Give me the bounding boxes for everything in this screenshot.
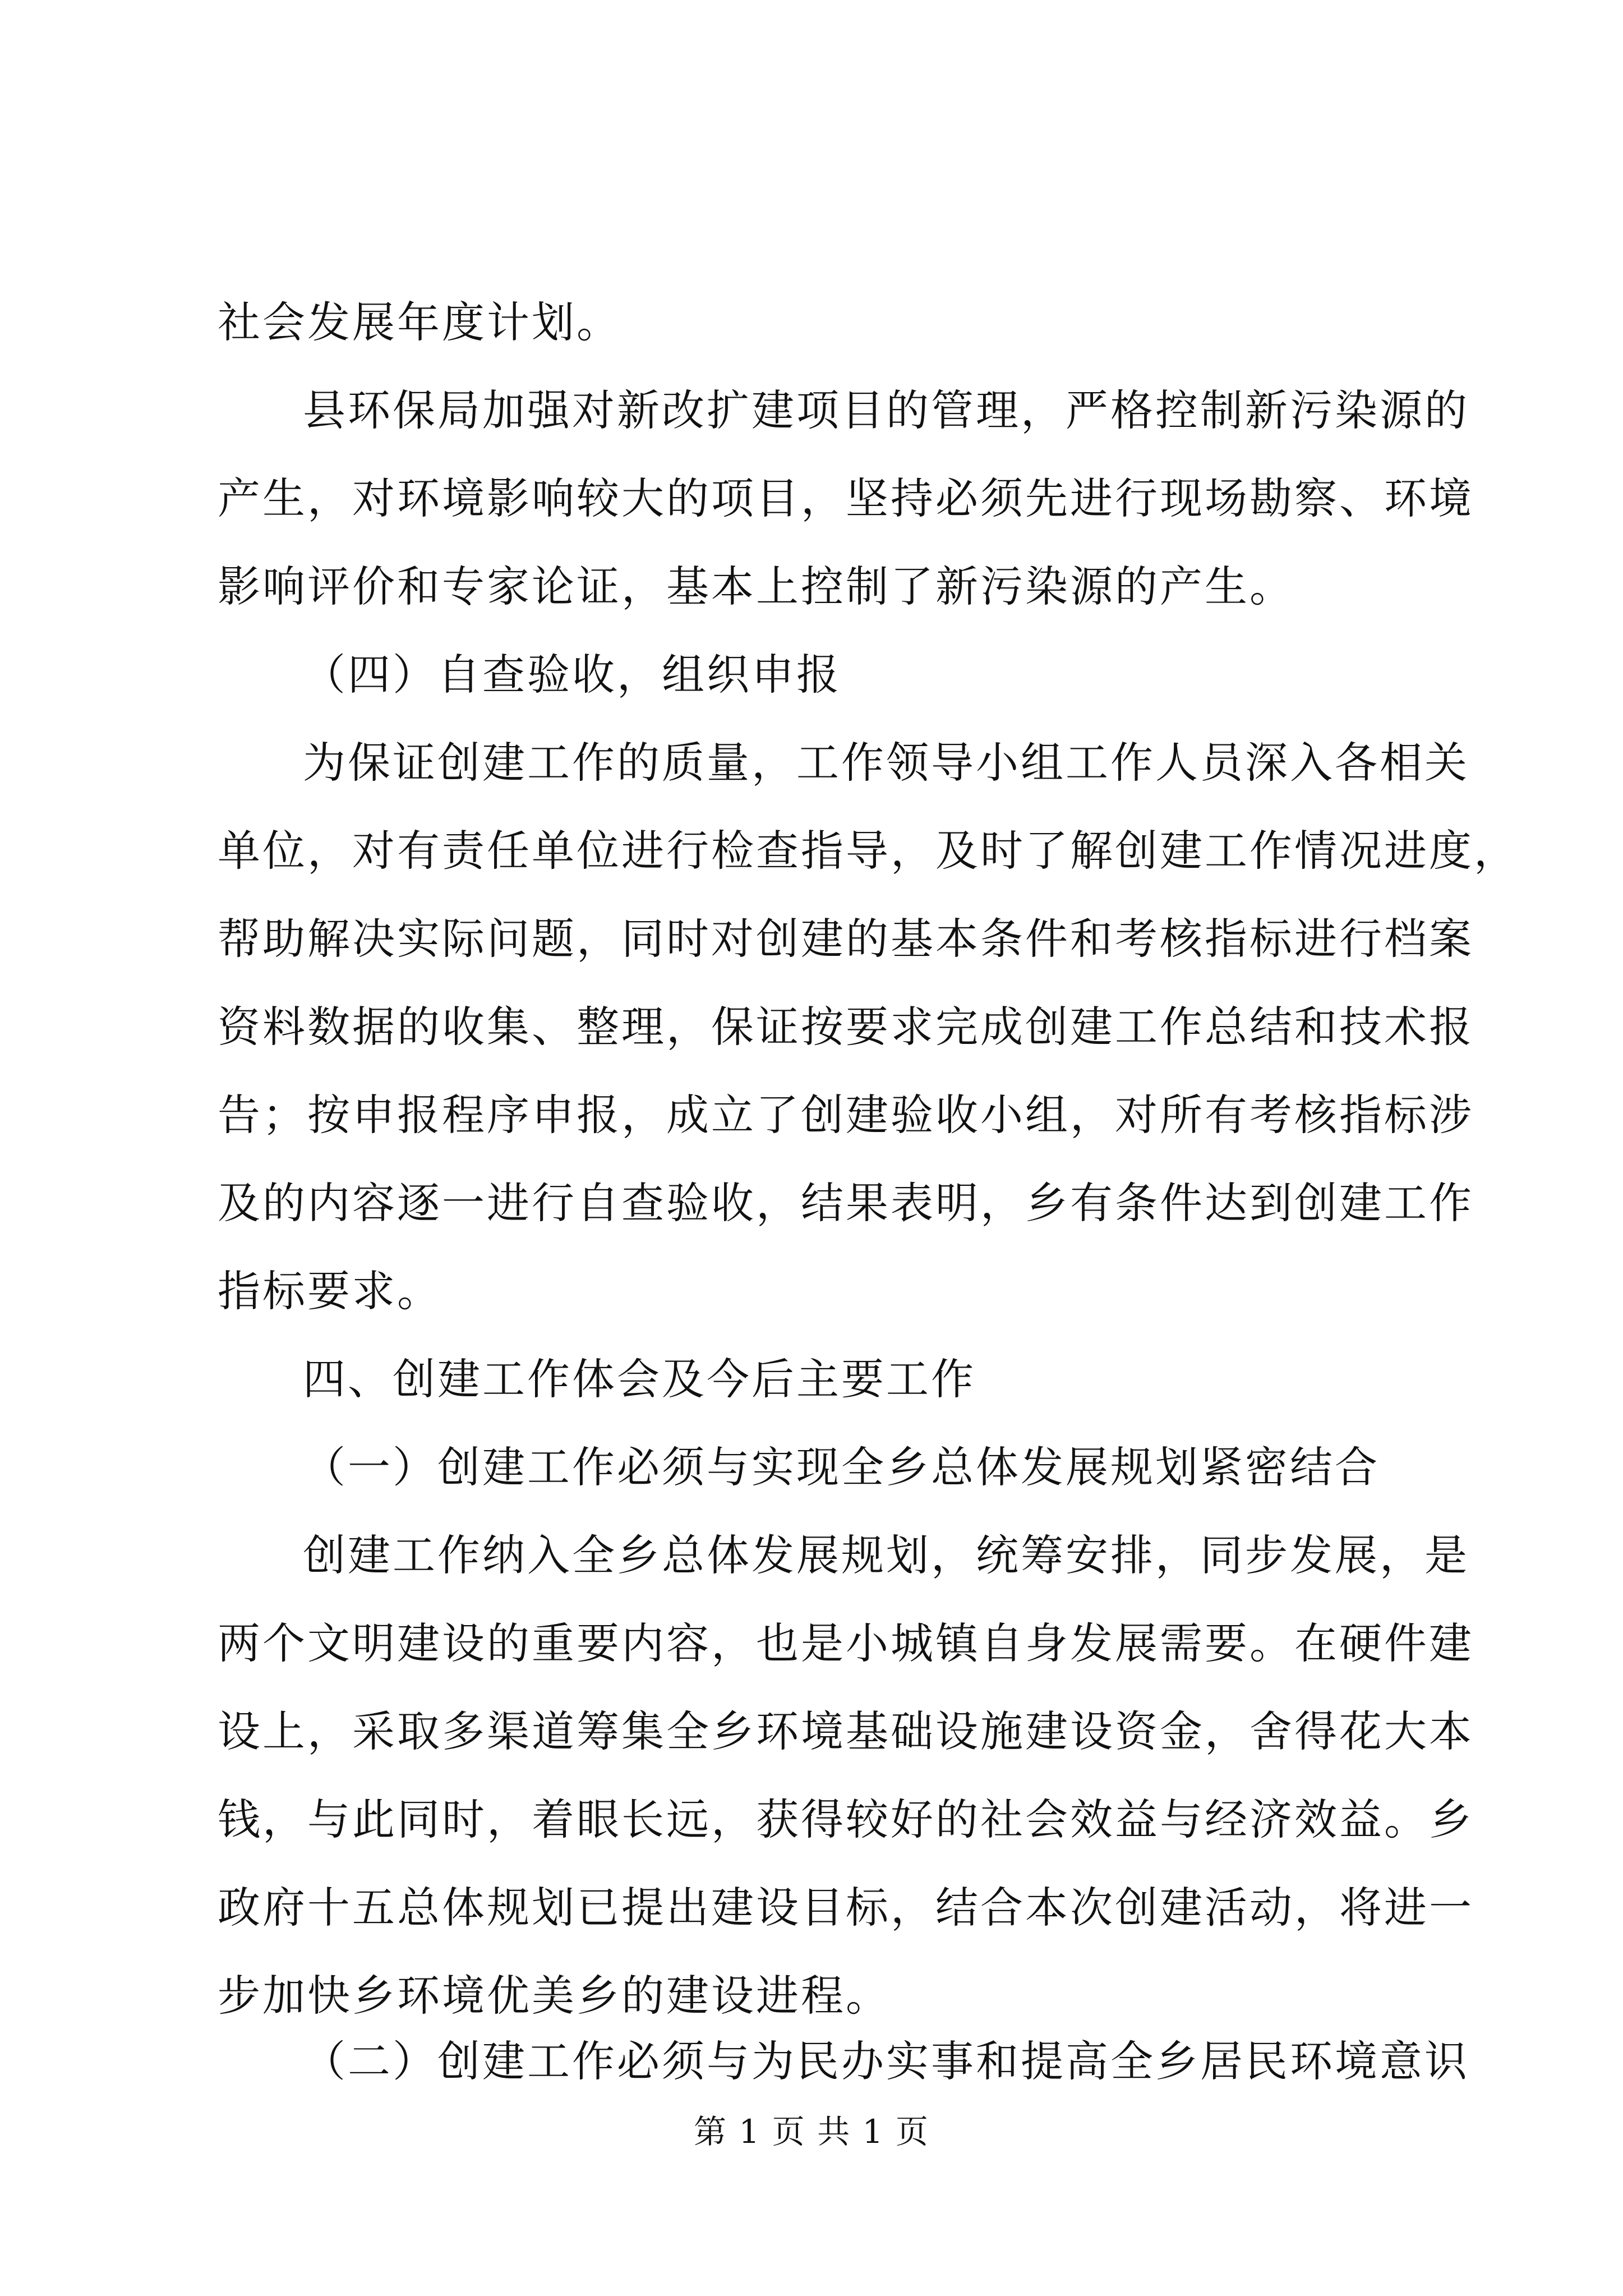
text-line: 资料数据的收集、整理，保证按要求完成创建工作总结和技术报 — [218, 1002, 1474, 1052]
page-number-label: 第 1 页 共 1 页 — [694, 2113, 929, 2151]
page-footer — [0, 2109, 1623, 2154]
paragraph-line: 县环保局加强对新改扩建项目的管理，严格控制新污染源的 — [303, 385, 1469, 435]
text-line: 告；按申报程序申报，成立了创建验收小组，对所有考核指标涉 — [218, 1090, 1474, 1140]
section-heading: （四）自查验收，组织申报 — [303, 650, 841, 700]
text-line: 步加快乡环境优美乡的建设进程。 — [218, 1971, 891, 2021]
text-line: 钱，与此同时，着眼长远，获得较好的社会效益与经济效益。乡 — [218, 1795, 1474, 1844]
section-heading: 四、创建工作体会及今后主要工作 — [303, 1354, 976, 1404]
text-line: 指标要求。 — [218, 1266, 442, 1316]
text-line: 帮助解决实际问题，同时对创建的基本条件和考核指标进行档案 — [218, 914, 1474, 964]
text-line: 社会发展年度计划。 — [218, 297, 621, 347]
text-line: 及的内容逐一进行自查验收，结果表明，乡有条件达到创建工作 — [218, 1178, 1474, 1228]
paragraph-line: 为保证创建工作的质量，工作领导小组工作人员深入各相关 — [303, 738, 1469, 788]
section-heading: （二）创建工作必须与为民办实事和提高全乡居民环境意识 — [303, 2036, 1469, 2086]
text-line: 产生，对环境影响较大的项目，坚持必须先进行现场勘察、环境 — [218, 473, 1474, 523]
text-line: 影响评价和专家论证，基本上控制了新污染源的产生。 — [218, 562, 1294, 611]
section-heading: （一）创建工作必须与实现全乡总体发展规划紧密结合 — [303, 1442, 1380, 1492]
text-line: 设上，采取多渠道筹集全乡环境基础设施建设资金，舍得花大本 — [218, 1706, 1474, 1756]
text-line: 两个文明建设的重要内容，也是小城镇自身发展需要。在硬件建 — [218, 1618, 1474, 1668]
paragraph-line: 创建工作纳入全乡总体发展规划，统筹安排，同步发展，是 — [303, 1530, 1469, 1580]
text-line: 单位，对有责任单位进行检查指导，及时了解创建工作情况进度， — [218, 826, 1519, 876]
text-line: 政府十五总体规划已提出建设目标，结合本次创建活动，将进一 — [218, 1883, 1474, 1932]
